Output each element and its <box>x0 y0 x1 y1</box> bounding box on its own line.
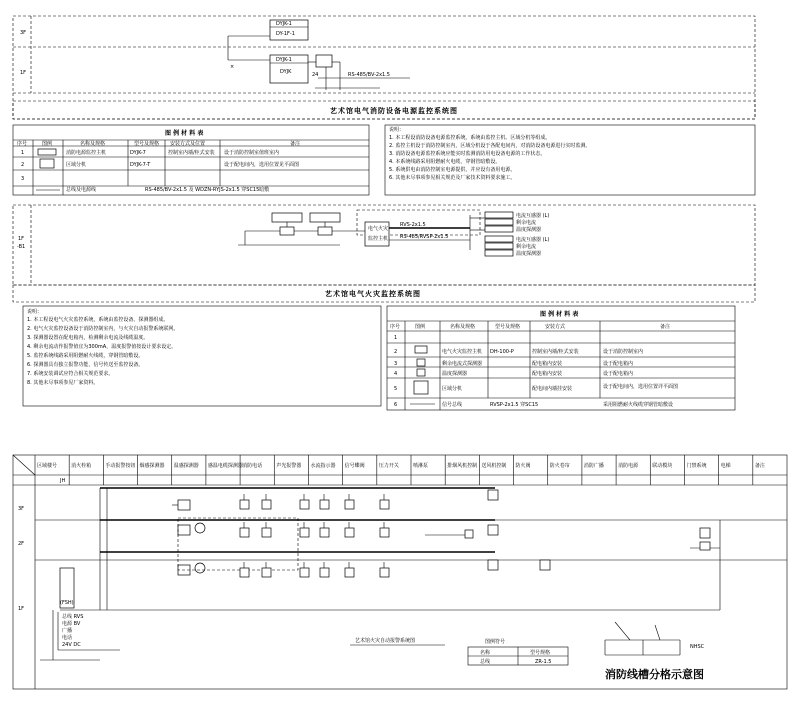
sheet-title-top: 艺术馆电气消防设备电源监控系统图 <box>330 107 458 115</box>
sheet-title-mid: 艺术馆电气火灾监控系统图 <box>325 290 421 298</box>
fire-alarm-sheet <box>13 455 787 689</box>
header-cell: 压力开关 <box>378 463 399 469</box>
svg-text:1F: 1F <box>18 236 25 242</box>
svg-text:DH-100-P: DH-100-P <box>490 349 514 355</box>
header-cell: 温感探测器 <box>173 463 199 469</box>
fire-monitor-sheet <box>13 205 755 302</box>
svg-text:JH: JH <box>60 478 66 484</box>
detector-symbol <box>380 568 389 577</box>
svg-text:名称及规格: 名称及规格 <box>450 324 476 330</box>
svg-text:监控主机: 监控主机 <box>368 236 389 242</box>
box-b-top: DYJK-1 <box>276 57 292 63</box>
svg-text:设于配电箱内: 设于配电箱内 <box>603 361 634 367</box>
svg-text:设于消防控制室值班室内: 设于消防控制室值班室内 <box>224 150 280 156</box>
header-cell: 喷淋泵 <box>413 463 429 469</box>
svg-text:安装方式及位置: 安装方式及位置 <box>170 141 206 147</box>
bottom-title: 艺术馆火灾自动报警系统图 <box>355 638 416 644</box>
svg-text:采用阻燃耐火线缆穿钢管暗敷设: 采用阻燃耐火线缆穿钢管暗敷设 <box>603 402 674 408</box>
svg-text:4. 剩余电流动作报警值宜为300mA，温度报警值按设计要求: 4. 剩余电流动作报警值宜为300mA，温度报警值按设计要求设定。 <box>27 344 177 350</box>
svg-text:3: 3 <box>394 361 398 367</box>
box-a-top: DYJK-1 <box>276 21 292 27</box>
svg-text:电流互感器 (L): 电流互感器 (L) <box>516 237 550 243</box>
svg-text:RVSP-2x1.5 穿SC15: RVSP-2x1.5 穿SC15 <box>490 402 539 408</box>
svg-text:RVS-2x1.5: RVS-2x1.5 <box>400 222 426 228</box>
svg-text:电流互感器 (L): 电流互感器 (L) <box>516 213 550 219</box>
detector-symbol <box>300 500 309 509</box>
svg-text:电气火灾监控主机: 电气火灾监控主机 <box>442 349 483 355</box>
header-cell: 烟感探测器 <box>139 463 165 469</box>
detector-symbol <box>345 528 354 537</box>
svg-text:图例符号: 图例符号 <box>485 639 506 645</box>
svg-text:4: 4 <box>394 371 398 377</box>
svg-text:5: 5 <box>394 386 398 392</box>
svg-text:名称: 名称 <box>480 650 491 656</box>
svg-text:RS-485/RVSP-2x1.5: RS-485/RVSP-2x1.5 <box>400 234 449 240</box>
svg-text:备注: 备注 <box>290 141 301 147</box>
detector-symbol <box>320 568 329 577</box>
svg-text:剩余电流: 剩余电流 <box>516 220 537 226</box>
header-cell: 备注 <box>754 463 765 469</box>
svg-text:区域分机: 区域分机 <box>442 386 463 392</box>
svg-text:NHSC: NHSC <box>690 644 705 650</box>
svg-text:2. 监控主机设于消防控制室内，区域分机设于各配电间内，对消: 2. 监控主机设于消防控制室内，区域分机设于各配电间内，对消防设备电源进行实时监测。 <box>389 143 591 149</box>
svg-text:-B1: -B1 <box>17 244 26 250</box>
svg-text:(FSH): (FSH) <box>60 600 74 606</box>
header-cell: 声光报警器 <box>276 463 302 469</box>
svg-text:名称及规格: 名称及规格 <box>80 141 106 147</box>
svg-text:6: 6 <box>394 402 398 408</box>
detector-symbol <box>320 528 329 537</box>
svg-text:总线及电源线: 总线及电源线 <box>66 187 97 193</box>
svg-text:7. 系统安装调试应符合相关规范要求。: 7. 系统安装调试应符合相关规范要求。 <box>27 371 114 377</box>
detector-symbol <box>262 500 271 509</box>
svg-text:4. 本系统线路采用阻燃耐火电缆，穿钢管暗敷设。: 4. 本系统线路采用阻燃耐火电缆，穿钢管暗敷设。 <box>389 159 501 165</box>
header-cell: 手动报警按钮 <box>105 463 136 469</box>
header-cell: 送风机控制 <box>481 463 507 469</box>
svg-text:5. 监控系统线路采用阻燃耐火线缆，穿钢管暗敷设。: 5. 监控系统线路采用阻燃耐火线缆，穿钢管暗敷设。 <box>27 353 144 359</box>
svg-text:配电箱内安装: 配电箱内安装 <box>532 371 563 377</box>
detector-symbol <box>262 528 271 537</box>
detector-symbol <box>262 568 271 577</box>
svg-text:温度探测器: 温度探测器 <box>442 371 468 377</box>
device-symbols <box>240 494 389 577</box>
svg-text:2: 2 <box>394 349 398 355</box>
header-cell: 联动模块 <box>652 463 673 469</box>
box-b-bottom: DYJK <box>280 69 292 75</box>
svg-text:6. 探测器具有独立报警功能，信号传送至监控设备。: 6. 探测器具有独立报警功能，信号传送至监控设备。 <box>27 362 144 368</box>
svg-text:型号及规格: 型号及规格 <box>495 324 521 330</box>
svg-text:控制室内墙/柜式安装: 控制室内墙/柜式安装 <box>168 150 215 156</box>
svg-text:型号及规格: 型号及规格 <box>134 141 160 147</box>
svg-text:5. 系统供电由消防控制室电源提供，并应设有备用电源。: 5. 系统供电由消防控制室电源提供，并应设有备用电源。 <box>389 167 516 173</box>
svg-text:设于配电间内，选用位置见平面图: 设于配电间内，选用位置见平面图 <box>224 162 300 168</box>
svg-text:配电箱内安装: 配电箱内安装 <box>532 361 563 367</box>
svg-text:3F: 3F <box>18 506 25 512</box>
svg-text:1F: 1F <box>18 606 25 612</box>
tray-title: 消防线槽分格示意图 <box>605 668 704 681</box>
svg-text:控制室内墙/柜式安装: 控制室内墙/柜式安装 <box>532 349 579 355</box>
svg-text:序号: 序号 <box>390 324 401 330</box>
notes-mid <box>23 306 381 406</box>
legend-mid-title: 图 例 材 料 表 <box>540 311 579 318</box>
svg-text:设于消防控制室内: 设于消防控制室内 <box>603 349 644 355</box>
header-cell: 区域楼号 <box>37 463 58 469</box>
svg-text:×: × <box>230 64 235 70</box>
header-cell: 消防电话 <box>242 463 263 469</box>
svg-text:序号: 序号 <box>17 141 28 147</box>
svg-text:2: 2 <box>21 162 25 168</box>
legend-top-title: 图 例 材 料 表 <box>165 130 204 137</box>
svg-text:6. 其他未尽事项参见相关规范及厂家技术资料要求施工。: 6. 其他未尽事项参见相关规范及厂家技术资料要求施工。 <box>389 175 516 181</box>
header-cell: 消火栓箱 <box>71 463 92 469</box>
detector-symbol <box>380 500 389 509</box>
svg-text:广播: 广播 <box>62 628 73 634</box>
box-a-bottom: DY-1F-1 <box>276 31 295 37</box>
power-monitoring-sheet <box>13 16 755 119</box>
header-cell: 消防电源 <box>618 463 639 469</box>
svg-text:1. 本工程设消防设备电源监控系统，系统由监控主机、区域分机: 1. 本工程设消防设备电源监控系统，系统由监控主机、区域分机等组成。 <box>389 135 551 141</box>
svg-text:说明：: 说明： <box>27 309 43 315</box>
svg-text:图例: 图例 <box>42 141 53 147</box>
svg-text:1. 本工程设电气火灾监控系统，系统由监控设备、探测器组成。: 1. 本工程设电气火灾监控系统，系统由监控设备、探测器组成。 <box>27 317 169 323</box>
num-24: 24 <box>312 72 319 78</box>
svg-text:区域分机: 区域分机 <box>66 162 87 168</box>
header-cell: 门禁系统 <box>686 463 707 469</box>
floor-label-bottom: 1F <box>20 70 27 76</box>
svg-text:ZR-1.5: ZR-1.5 <box>535 659 552 665</box>
header-cell: 排烟风机控制 <box>447 463 478 469</box>
svg-text:设于配电间内，选用位置详平面图: 设于配电间内，选用位置详平面图 <box>603 384 679 390</box>
svg-text:电源 BV: 电源 BV <box>62 621 81 627</box>
header-row <box>37 455 765 485</box>
svg-text:设于配电箱内: 设于配电箱内 <box>603 371 634 377</box>
svg-text:DYJK-7-T: DYJK-7-T <box>130 162 151 168</box>
detector-symbol <box>320 500 329 509</box>
svg-text:型号规格: 型号规格 <box>530 650 551 656</box>
svg-text:总线: 总线 <box>480 659 491 665</box>
legend-table-top <box>13 125 369 195</box>
svg-text:说明：: 说明： <box>389 127 405 133</box>
svg-text:2. 电气火灾监控设备设于消防控制室内，与火灾自动报警系统联: 2. 电气火灾监控设备设于消防控制室内，与火灾自动报警系统联网。 <box>27 326 179 332</box>
header-cell: 防火卷帘 <box>549 463 570 469</box>
svg-text:3. 探测器设置在配电箱内，检测剩余电流及线缆温度。: 3. 探测器设置在配电箱内，检测剩余电流及线缆温度。 <box>27 335 149 341</box>
svg-text:温度探测器: 温度探测器 <box>516 251 542 257</box>
svg-text:3. 消防设备电源监控系统应能实时监测消防用电设备电源的工作: 3. 消防设备电源监控系统应能实时监测消防用电设备电源的工作状态。 <box>389 151 546 157</box>
detector-symbol <box>380 528 389 537</box>
header-cell: 防火阀 <box>515 463 531 469</box>
svg-text:剩余电流式探测器: 剩余电流式探测器 <box>442 361 483 367</box>
svg-text:安装方式: 安装方式 <box>545 324 566 330</box>
header-cell: 消防广播 <box>583 463 604 469</box>
detector-symbol <box>300 528 309 537</box>
header-cell: 水流指示器 <box>310 463 336 469</box>
detector-symbol <box>300 568 309 577</box>
floor-label-top: 3F <box>20 30 27 36</box>
header-cell: 电梯 <box>720 463 731 469</box>
svg-text:配电间内墙挂安装: 配电间内墙挂安装 <box>532 386 573 392</box>
detector-symbol <box>345 568 354 577</box>
legend-table-mid <box>387 306 735 410</box>
detector-symbol <box>240 528 249 537</box>
svg-text:消防电源监控主机: 消防电源监控主机 <box>66 150 107 156</box>
detector-symbol <box>240 568 249 577</box>
svg-text:2F: 2F <box>18 541 25 547</box>
cable-note: RS-485/BV-2x1.5 <box>348 72 390 78</box>
svg-text:24V DC: 24V DC <box>62 642 81 648</box>
svg-text:1: 1 <box>21 150 25 156</box>
svg-text:温度探测器: 温度探测器 <box>516 227 542 233</box>
svg-text:3: 3 <box>21 176 25 182</box>
svg-text:1: 1 <box>394 335 398 341</box>
detector-symbol <box>240 500 249 509</box>
svg-text:剩余电流: 剩余电流 <box>516 244 537 250</box>
svg-text:RS-485/BV-2x1.5 及 WDZN-RYJS-2x: RS-485/BV-2x1.5 及 WDZN-RYJS-2x1.5 穿SC15暗敷 <box>145 187 270 193</box>
svg-text:信号总线: 信号总线 <box>442 402 463 408</box>
svg-text:图例: 图例 <box>415 324 426 330</box>
header-cell: 感温电缆探测器 <box>207 463 243 469</box>
svg-text:电话: 电话 <box>62 635 73 641</box>
notes-top <box>385 125 755 195</box>
svg-text:备注: 备注 <box>660 324 671 330</box>
host-label: 电气火灾 <box>368 226 389 232</box>
svg-text:DYJK-7: DYJK-7 <box>130 150 146 156</box>
svg-text:8. 其他未尽事项参见厂家资料。: 8. 其他未尽事项参见厂家资料。 <box>27 380 99 386</box>
detector-symbol <box>345 500 354 509</box>
svg-text:总线 RVS: 总线 RVS <box>62 614 84 620</box>
header-cell: 信号蝶阀 <box>344 463 365 469</box>
